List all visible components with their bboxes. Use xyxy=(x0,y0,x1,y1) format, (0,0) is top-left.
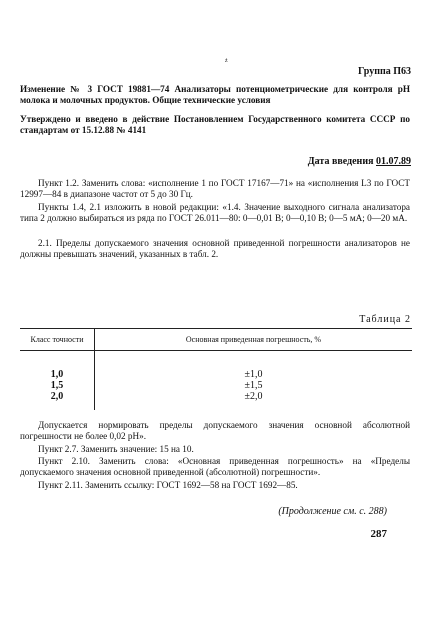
table-cell-error: ±1,5 xyxy=(244,380,263,391)
table-cell-class: 1,5 xyxy=(20,380,95,391)
paragraph-3: 2.1. Пределы допускаемого значения основной приведенной погрешности анализаторов не должны превышать значений, указанных в табл. 2. xyxy=(20,238,410,260)
table-cell-class: 1,0 xyxy=(20,351,95,381)
paragraph-5: Пункт 2.7. Заменить значение: 15 на 10. xyxy=(38,444,194,454)
paragraph-2: Пункты 1.4, 2.1 изложить в новой редакции: «1.4. Значение выходного сигнала анализатора типа 2 должно выбираться из ряда по ГОСТ 26.011—80: 0—0,01 В; 0—0,10 В; 0—5 мА; 0—20 мА. xyxy=(20,202,410,224)
table-row xyxy=(20,351,412,381)
continuation-note: (Продолжение см. с. 288) xyxy=(278,506,387,517)
table-caption: Таблица 2 xyxy=(359,314,411,325)
table-header-row xyxy=(20,329,412,351)
page-number: 287 xyxy=(370,528,387,540)
paragraph-1: Пункт 1.2. Заменить слова: «исполнение 1 по ГОСТ 17167—71» на «исполнения L3 по ГОСТ 12997—84 в диапазоне частот от 5 до 30 Гц. xyxy=(20,178,410,200)
group-label: Группа П63 xyxy=(358,66,411,77)
table-cell-error: ±1,0 xyxy=(244,369,263,380)
paragraph-7: Пункт 2.11. Заменить ссылку: ГОСТ 1692—58 на ГОСТ 1692—85. xyxy=(38,480,298,490)
effective-date-value: 01.07.89 xyxy=(376,156,411,167)
table-row xyxy=(20,391,412,410)
table-row xyxy=(20,380,412,391)
effective-date xyxy=(308,156,411,167)
effective-date-label: Дата введения xyxy=(307,156,374,167)
table-header-class: Класс точности xyxy=(20,329,95,351)
table-2 xyxy=(20,328,412,410)
paragraph-6: Пункт 2.10. Заменить слова: «Основная приведенная погрешность» на «Пределы допускаемого значения основной приведенной (абсолютной) погрешности». xyxy=(20,456,410,478)
table-header-error: Основная приведенная погрешность, % xyxy=(95,329,413,351)
table-cell-class: 2,0 xyxy=(20,391,95,410)
approval-text: Утверждено и введено в действие Постановлением Государственного комитета СССР по стандартам от 15.12.88 № 4141 xyxy=(20,114,410,136)
stray-mark: ż xyxy=(225,58,228,64)
table-cell-error: ±2,0 xyxy=(244,391,263,402)
change-title: Изменение № 3 ГОСТ 19881—74 Анализаторы потенциометрические для контроля pH молока и молочных продуктов. Общие технические условия xyxy=(20,84,410,106)
paragraph-4: Допускается нормировать пределы допускаемого значения основной абсолютной погрешности не более 0,02 pH». xyxy=(20,420,410,442)
